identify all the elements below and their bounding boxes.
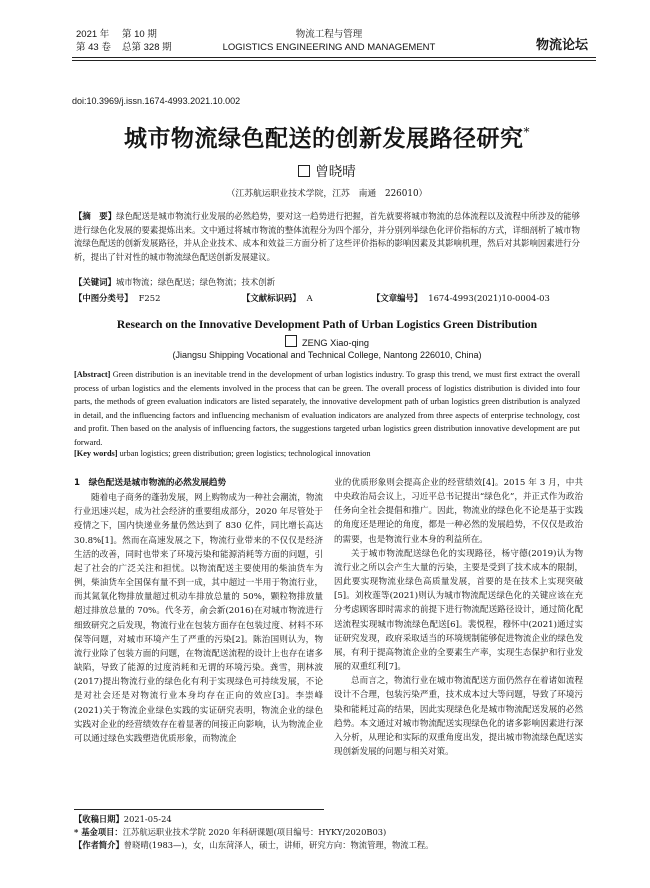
footnote-author bbox=[74, 839, 580, 852]
abstract-cn-label: 【摘 要】 bbox=[74, 211, 117, 221]
abstract-cn bbox=[74, 210, 580, 264]
abstract-cn-text: 绿色配送是城市物流行业发展的必然趋势，要对这一趋势进行把握，首先就要将城市物流的总体流程以及流程中所涉及的能够进行绿色化发展的要素提炼出来。文中通过将城市物流的整体流程分为四个部分，并分别列举绿色化评价指标的方式，详细剖析了城市物流绿色配送的创新发展路径，并从企业技术、成本和效益三方面分析了这些评价指标的影响因素及其影响机理，然后对其影响因素进行分析，提出了针对性的城市物流绿色配送创新发展建议。 bbox=[74, 211, 580, 262]
header-rule-thick bbox=[72, 57, 596, 58]
affiliation-en: (Jiangsu Shipping Vocational and Technical College, Nantong 226010, China) bbox=[172, 350, 482, 360]
clc-label: 【中图分类号】 bbox=[74, 293, 133, 303]
keywords-en-label: [Key words] bbox=[74, 449, 118, 458]
keywords-cn-label: 【关键词】 bbox=[74, 277, 116, 287]
author-en bbox=[72, 335, 582, 348]
author-name-cn: 曾晓晴 bbox=[315, 164, 356, 180]
clc-value: F252 bbox=[138, 293, 161, 303]
body-paragraph: 关于城市物流配送绿色化的实现路径，杨守德(2019)认为物流行业之所以会产生大量的污染，主要是受到了技术成本的限制，因此要实现物流业绿色高质量发展，首要的是在技术上实现突破[5]。刘枚莲等(2021)则认为城市物流配送绿色化的关键应该在充分考虑顾客即时需求的前提下进行物流配送路径设计，通过简化配送流程实现城市物流绿色配送[6]。裴悦程，穆怀中(2021)通过实证研究发现，政府采取适当的环境规制能够促进物流企业的绿色发展，有利于提高物流企业的全要素生产率，实现生态保护和行业发展的双重红利[7]。 bbox=[334, 548, 583, 673]
body-column-right bbox=[334, 476, 583, 759]
classification-row bbox=[74, 292, 580, 304]
footnote-text: 曾晓晴(1983—)，女，山东菏泽人，硕士，讲师，研究方向：物流管理，物流工程。 bbox=[123, 840, 434, 850]
doi: doi:10.3969/j.issn.1674-4993.2021.10.002 bbox=[72, 96, 241, 106]
body-column-left bbox=[74, 476, 323, 746]
footnote-label: 【收稿日期】 bbox=[74, 814, 124, 824]
journal-name-en: LOGISTICS ENGINEERING AND MANAGEMENT bbox=[222, 42, 436, 53]
footnote-fund bbox=[74, 826, 580, 839]
keywords-cn bbox=[74, 276, 580, 288]
header-year: 2021 年 bbox=[76, 29, 110, 40]
title-text: 城市物流绿色配送的创新发展路径研究 bbox=[124, 125, 524, 152]
abstract-en-label: [Abstract] bbox=[74, 370, 111, 379]
author-cn bbox=[72, 160, 582, 180]
abstract-en bbox=[74, 368, 580, 449]
footnote-label: 【作者简介】 bbox=[74, 840, 124, 850]
section-heading: 1 绿色配送是城市物流的必然发展趋势 bbox=[74, 478, 227, 488]
body-paragraph: 总而言之，物流行业在城市物流配送方面仍然存在着诸如流程设计不合理，包装污染严重，技术成本过大等问题，导致了环境污染和能耗过高的结果，因此实现绿色化是城市物流配送发展的必然趋势。本文通过对城市物流配送实现绿色化的诸多影响因素进行深入分析，从理论和实际的双重角度出发，提出城市物流绿色配送实现创新发展的问题与相关对策。 bbox=[334, 676, 583, 757]
affiliation-cn: （江苏航运职业技术学院，江苏 南通 226010） bbox=[226, 189, 428, 199]
doc-code-label: 【文献标识码】 bbox=[242, 293, 301, 303]
header-volume: 第 43 卷 bbox=[76, 42, 111, 53]
footnote-text: 2021-05-24 bbox=[123, 814, 172, 824]
running-header-left bbox=[76, 28, 172, 54]
keywords-en bbox=[74, 449, 580, 458]
footnote-rule bbox=[74, 809, 324, 810]
footnote-text: 江苏航运职业技术学院 2020 年科研课题(项目编号：HYKY/2020B03) bbox=[122, 827, 387, 837]
article-no-label: 【文章编号】 bbox=[372, 293, 423, 303]
journal-name-cn: 物流工程与管理 bbox=[295, 29, 363, 40]
header-issue: 第 10 期 bbox=[122, 29, 157, 40]
footnotes bbox=[74, 813, 580, 852]
author-box-icon bbox=[298, 165, 310, 177]
keywords-en-text: urban logistics; green distribution; green logistics; technological innovation bbox=[117, 449, 371, 458]
header-total-issue: 总第 328 期 bbox=[122, 42, 172, 53]
header-rule-thin bbox=[72, 60, 596, 61]
keywords-cn-text: 城市物流；绿色配送；绿色物流；技术创新 bbox=[115, 277, 275, 287]
paper-title-cn bbox=[72, 120, 582, 153]
footnote-label: * 基金项目： bbox=[74, 827, 123, 837]
author-name-en: ZENG Xiao-qing bbox=[302, 338, 369, 348]
column-name: 物流论坛 bbox=[535, 37, 588, 52]
author-box-icon-en bbox=[285, 335, 297, 347]
title-footnote-mark: * bbox=[523, 125, 530, 139]
body-paragraph: 业的优质形象则会提高企业的经营绩效[4]。2015 年 3 月，中共中央政治局会议上，习近平总书记提出“绿色化”，并正式作为政治任务向全社会提倡和推广。因此，物流业的绿色化不论是基于实践的角度还是理论的角度，都是一种必然的发展趋势，不仅仅是政治的需要，也是物流行业本身的利益所在。 bbox=[334, 478, 583, 545]
abstract-en-text: Green distribution is an inevitable trend in the development of urban logistics industry. To grasp this trend, we must first extract the overall process of urban logistics and the elements involved in the process that can be green. The overall process of logistics distribution is divided into four parts, the methods of green evaluation indicators are listed separately, the innovative development path of urban logistics green distribution is analyzed in detail, and the influencing factors and influencing mechanism of evaluation indicators are analyzed from three aspects of enterprise technology, cost and profit. Then based on the analysis of influencing factors, the suggestions targeted urban logistics green distribution innovative development are put forward. bbox=[74, 370, 580, 447]
doc-code-value: A bbox=[306, 293, 313, 303]
article-no-value: 1674-4993(2021)10-0004-03 bbox=[428, 293, 550, 303]
running-header-center bbox=[214, 28, 444, 54]
body-paragraph: 随着电子商务的蓬勃发展，网上购物成为一种社会潮流，物流行业迅速兴起，成为社会经济的重要组成部分，2020 年尽管处于疫情之下，国内快递业务量仍然达到了 830 亿件，同比增长高达 30.8%[1]。然而在高速发展之下，物流行业带来的不仅仅是经济生活的改善，同时也带来了环境污染和能源消耗等方面的问题，引起了社会的广泛关注和担忧。以物流配送主要使用的柴油货车为例，柴油货车全国保有量不到一成，其中超过一半用于物流行业，而其氮氧化物排放量超过机动车排放总量的 50%，颗粒物排放量超过排放总量的 70%。代冬芳，俞会新(2016)在对城市物流进行细致研究之后发现，物流行业在包装方面存在包装过度、材料不环保等问题，对城市环境产生了严重的污染[2]。陈治国则认为，物流行业除了包装方面的问题，在物流配送流程的设计上也存在诸多缺陷，导致了能源的过度消耗和无谓的环境污染。龚雪，荆林波(2017)提出物流行业的绿色化有利于实现绿色可持续发展，不论是对社会还是对物流行业本身均存在正向的效应[3]。李崇峰(2021)关于物流企业绿色实践的实证研究表明，物流企业的绿色实践对企业的经营绩效存在着显著的间接正向影响，认为物流企业可以通过绿色实践塑造优质形象，而物流企 bbox=[74, 493, 323, 744]
footnote-received bbox=[74, 813, 580, 826]
paper-title-en: Research on the Innovative Development Path of Urban Logistics Green Distribution bbox=[116, 318, 538, 331]
